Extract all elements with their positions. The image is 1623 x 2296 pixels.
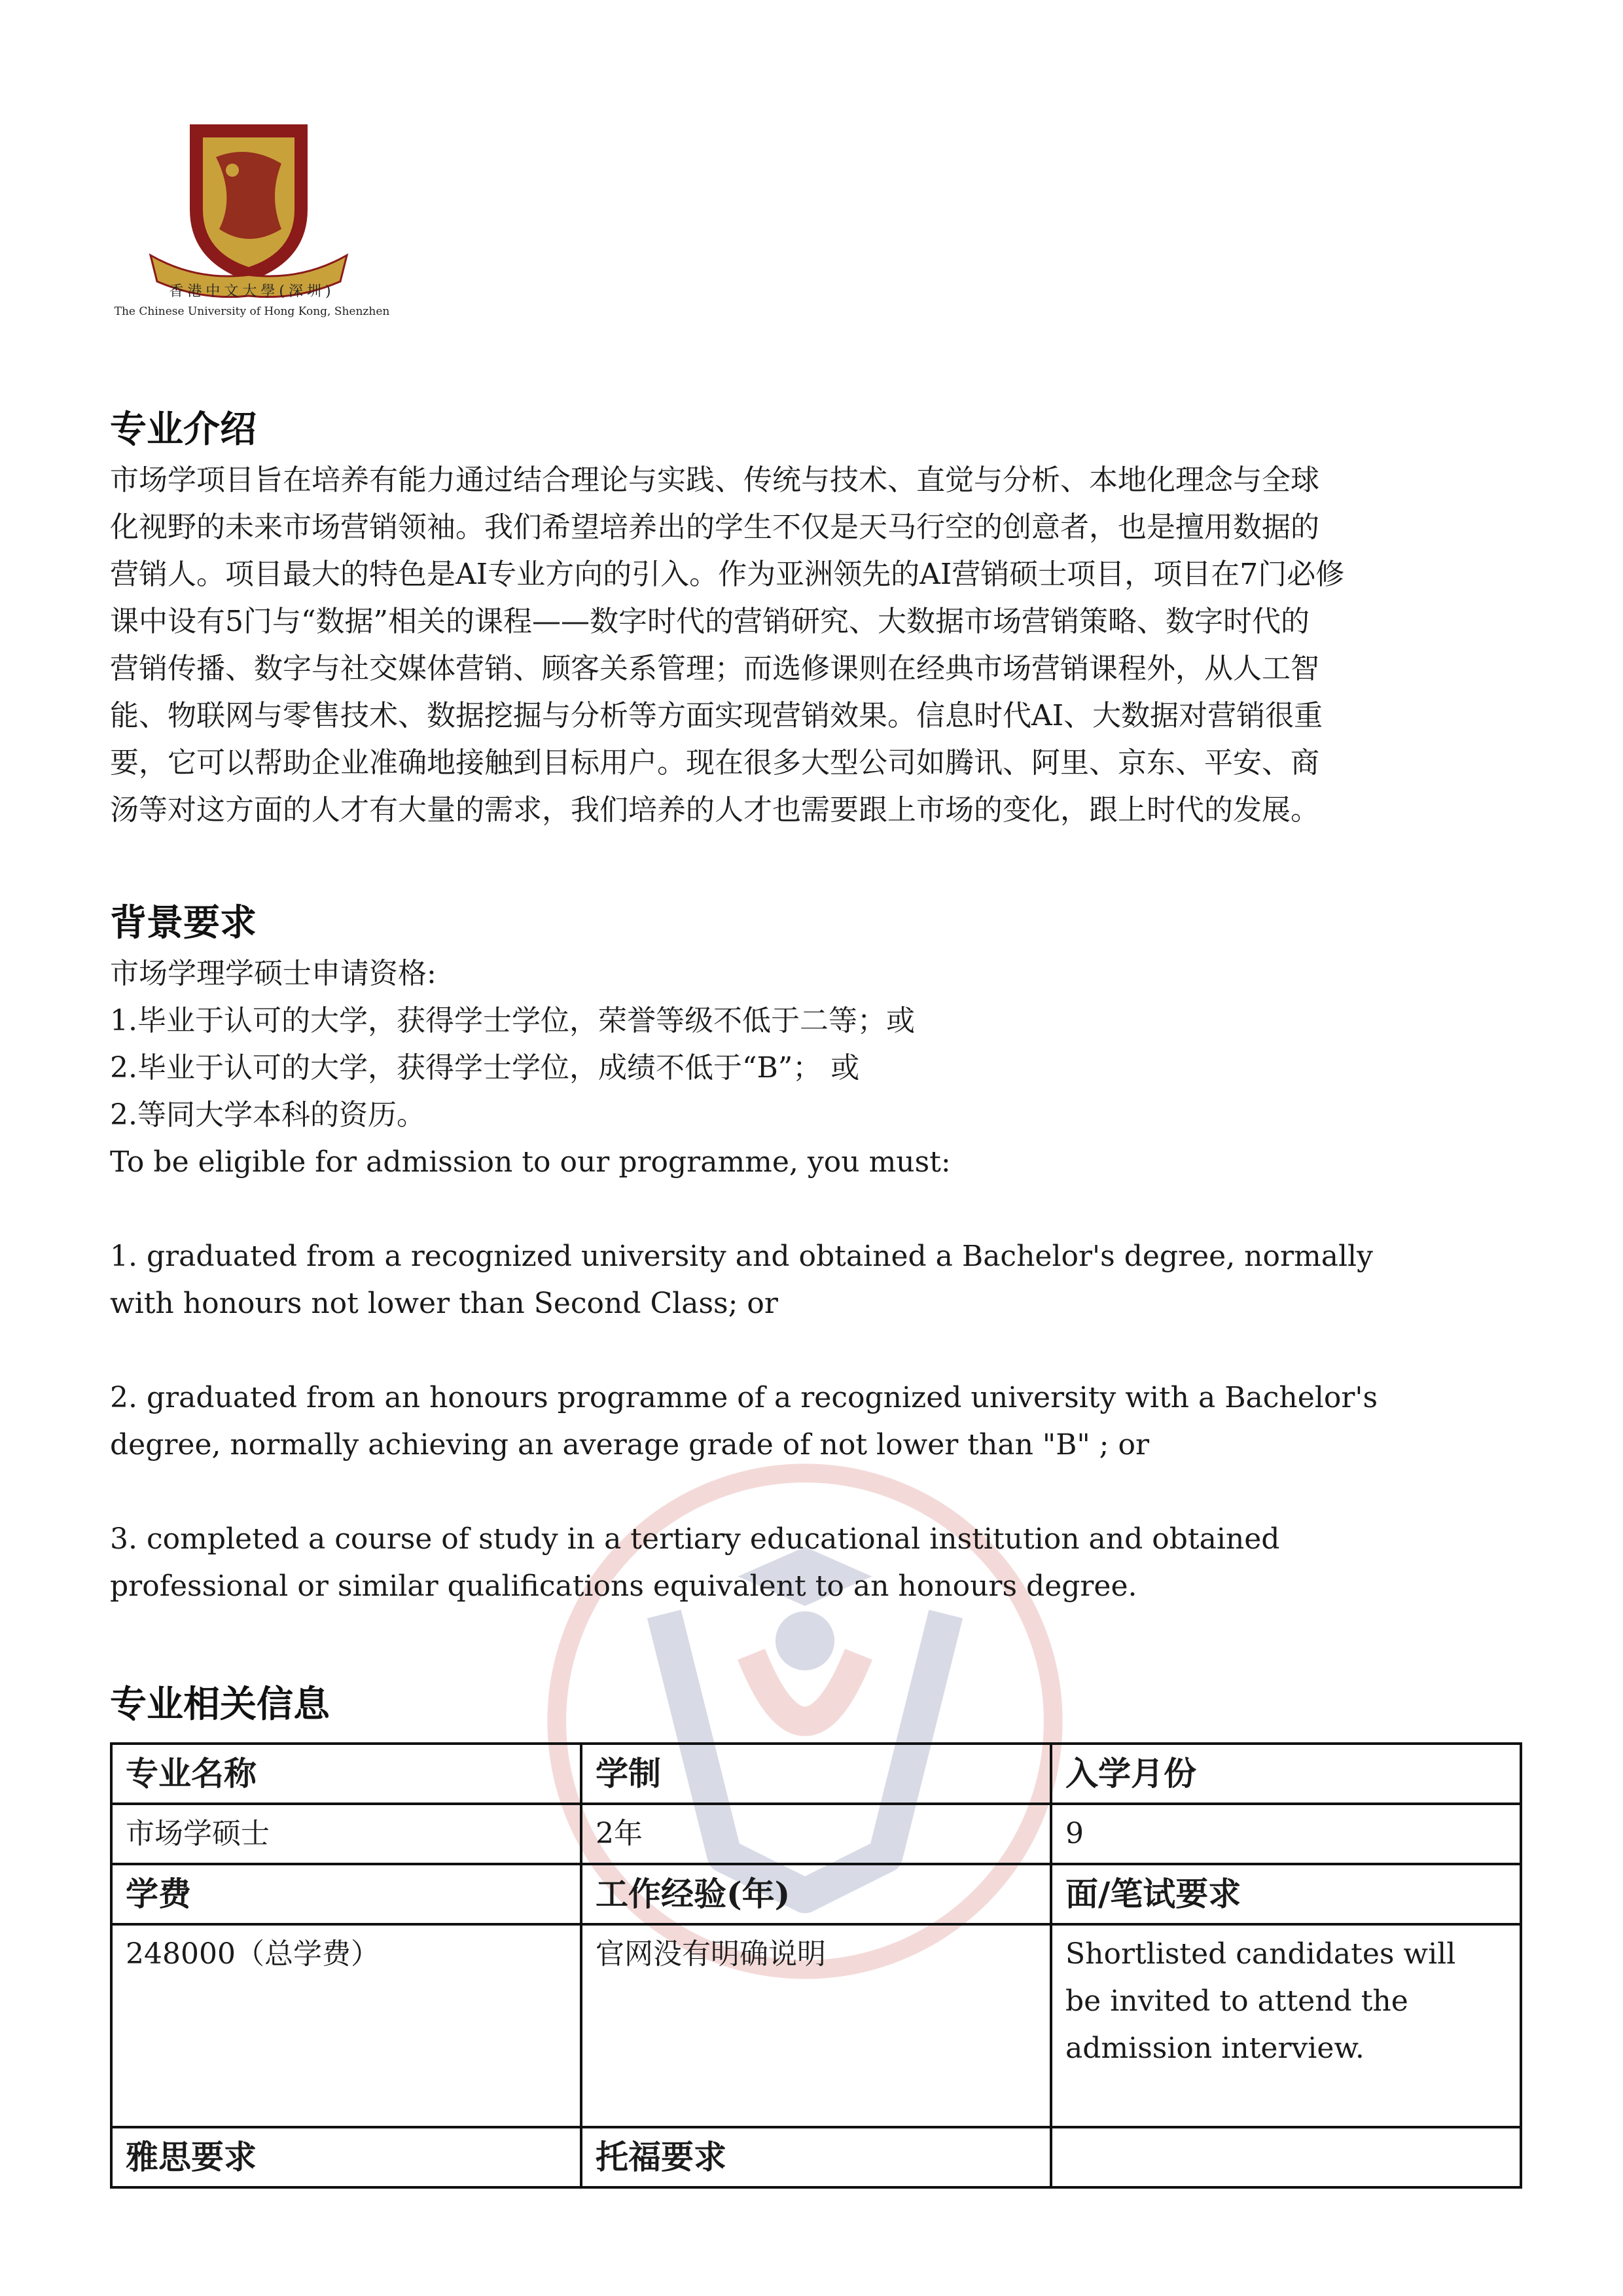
en-requirement-item: degree, normally achieving an average grade of not lower than "B" ; or bbox=[110, 1428, 1150, 1462]
intro-line: 汤等对这方面的人才有大量的需求，我们培养的人才也需要跟上市场的变化，跟上时代的发展。 bbox=[110, 793, 1319, 827]
intro-line: 能、物联网与零售技术、数据挖掘与分析等方面实现营销效果。信息时代AI、大数据对营销很重 bbox=[110, 699, 1323, 732]
table-cell: 入学月份 bbox=[1051, 1744, 1521, 1804]
interview-line: Shortlisted candidates will bbox=[1065, 1937, 1456, 1971]
table-cell: 学制 bbox=[581, 1744, 1051, 1804]
section-heading-background: 背景要求 bbox=[110, 901, 257, 944]
en-requirement-item: 2. graduated from an honours programme of a recognized university with a Bachelor's bbox=[110, 1381, 1378, 1414]
table-row bbox=[111, 1864, 1521, 1924]
cn-requirement-item: 2.毕业于认可的大学，获得学士学位，成绩不低于“B”； 或 bbox=[110, 1051, 860, 1085]
interview-line: be invited to attend the bbox=[1065, 1984, 1408, 2018]
interview-line: admission interview. bbox=[1065, 2032, 1364, 2065]
cn-requirement-item: 1.毕业于认可的大学，获得学士学位，荣誉等级不低于二等；或 bbox=[110, 1004, 915, 1037]
table-cell: 工作经验(年) bbox=[581, 1864, 1051, 1924]
table-cell: 雅思要求 bbox=[111, 2127, 581, 2187]
intro-line: 要，它可以帮助企业准确地接触到目标用户。现在很多大型公司如腾讯、阿里、京东、平安、商 bbox=[110, 746, 1319, 780]
en-requirement-item: professional or similar qualifications equivalent to an honours degree. bbox=[110, 1570, 1137, 1603]
logo-name-en: The Chinese University of Hong Kong, Shenzhen bbox=[114, 305, 390, 318]
table-cell bbox=[1051, 2127, 1521, 2187]
table-cell: 2年 bbox=[581, 1804, 1051, 1864]
logo-name-cn: 香港中文大學(深圳) bbox=[169, 283, 335, 300]
cn-requirement-item: 2.等同大学本科的资历。 bbox=[110, 1098, 425, 1132]
table-cell: 市场学硕士 bbox=[111, 1804, 581, 1864]
table-row bbox=[111, 1744, 1521, 1804]
table-cell: 面/笔试要求 bbox=[1051, 1864, 1521, 1924]
en-requirements-title: To be eligible for admission to our programme, you must: bbox=[110, 1145, 951, 1179]
table-cell-interview bbox=[1051, 1924, 1521, 2127]
table-cell: 学费 bbox=[111, 1864, 581, 1924]
en-requirement-item: 3. completed a course of study in a tertiary educational institution and obtained bbox=[110, 1522, 1280, 1556]
intro-line: 课中设有5门与“数据”相关的课程——数字时代的营销研究、大数据市场营销策略、数字时代的 bbox=[110, 605, 1310, 638]
intro-paragraph bbox=[110, 457, 1524, 834]
section-heading-intro: 专业介绍 bbox=[110, 408, 257, 451]
program-info-table bbox=[110, 1742, 1522, 2189]
table-cell: 专业名称 bbox=[111, 1744, 581, 1804]
table-cell: 官网没有明确说明 bbox=[581, 1924, 1051, 2127]
intro-line: 化视野的未来市场营销领袖。我们希望培养出的学生不仅是天马行空的创意者，也是擅用数据的 bbox=[110, 511, 1319, 544]
cn-requirements-title: 市场学理学硕士申请资格: bbox=[110, 957, 437, 990]
table-row bbox=[111, 1804, 1521, 1864]
table-cell: 248000（总学费） bbox=[111, 1924, 581, 2127]
intro-line: 市场学项目旨在培养有能力通过结合理论与实践、传统与技术、直觉与分析、本地化理念与全球 bbox=[110, 463, 1319, 497]
en-requirement-item: with honours not lower than Second Class; or bbox=[110, 1287, 778, 1320]
en-requirement-item: 1. graduated from a recognized university and obtained a Bachelor's degree, normally bbox=[110, 1240, 1373, 1273]
table-row bbox=[111, 1924, 1521, 2127]
intro-line: 营销人。项目最大的特色是AI专业方向的引入。作为亚洲领先的AI营销硕士项目，项目在7门必修 bbox=[110, 558, 1345, 591]
table-cell: 托福要求 bbox=[581, 2127, 1051, 2187]
intro-line: 营销传播、数字与社交媒体营销、顾客关系管理；而选修课则在经典市场营销课程外，从人工智 bbox=[110, 652, 1319, 685]
table-row bbox=[111, 2127, 1521, 2187]
table-cell: 9 bbox=[1051, 1804, 1521, 1864]
section-heading-info: 专业相关信息 bbox=[110, 1683, 330, 1726]
